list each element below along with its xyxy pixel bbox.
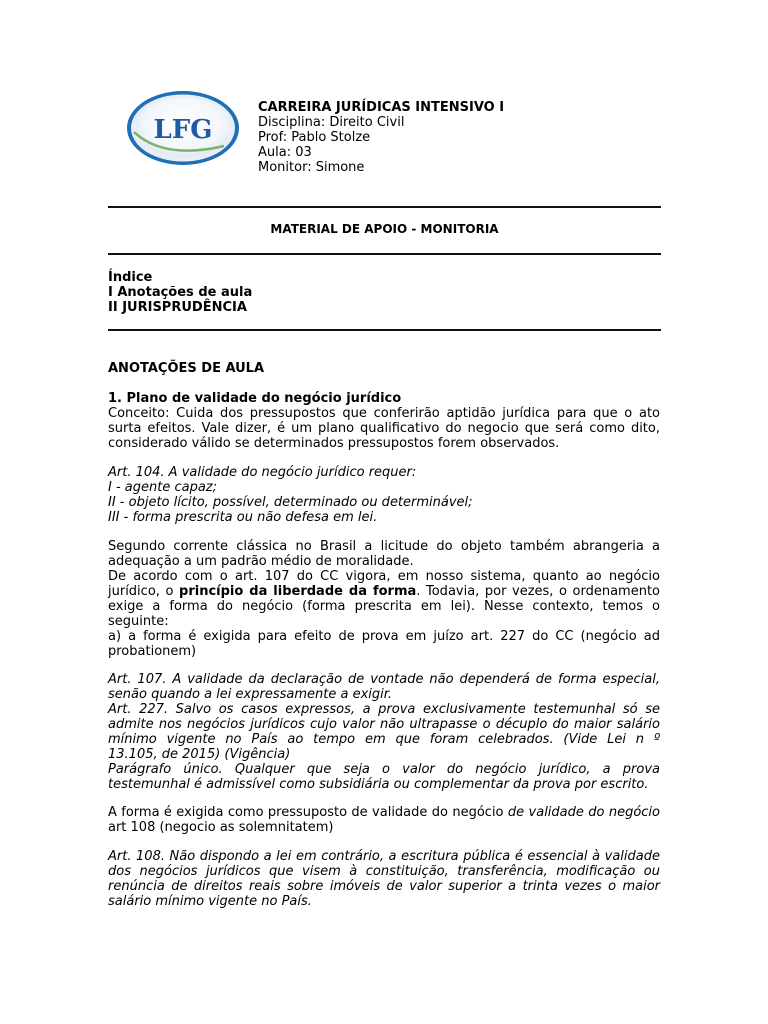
text-line: renúncia de direitos reais sobre imóveis de valor superior a trinta vezes o maior: [108, 879, 660, 894]
divider: [108, 329, 661, 331]
text-line: probationem): [108, 644, 197, 659]
paragraph-classical: [108, 539, 660, 659]
text-line: considerado válido se determinados pressupostos forem observados.: [108, 436, 560, 451]
course-title: CARREIRA JURÍDICAS INTENSIVO I: [258, 100, 505, 115]
text-line: art 108 (negocio as solemnitatem): [108, 820, 334, 835]
text-line: admite nos negócios jurídicos cujo valor não ultrapasse o décuplo do maior salário: [108, 717, 660, 732]
header-info: [258, 100, 658, 175]
text-line: senão quando a lei expressamente a exigir.: [108, 687, 393, 702]
section-heading: ANOTAÇÕES DE AULA: [108, 361, 265, 376]
text-line: salário mínimo vigente no País.: [108, 894, 312, 909]
text-line: Art. 108. Não dispondo a lei em contrário, a escritura pública é essencial à validade: [108, 849, 660, 864]
monitor: Monitor: Simone: [258, 160, 365, 175]
text-line: De acordo com o art. 107 do CC vigora, em nosso sistema, quanto ao negócio: [108, 569, 660, 584]
italic-text: de validade do negócio: [507, 805, 660, 820]
text-line: Art. 227. Salvo os casos expressos, a prova exclusivamente testemunhal só se: [108, 702, 660, 717]
text-span: A forma é exigida como pressuposto de validade do negócio: [108, 805, 508, 820]
logo-text: LFG: [153, 115, 213, 145]
text-line: seguinte:: [108, 614, 169, 629]
section-subheading: 1. Plano de validade do negócio jurídico: [108, 391, 402, 406]
concept-paragraph: [108, 406, 660, 451]
text-line: dos negócios jurídicos que visem à constituição, transferência, modificação ou: [108, 864, 660, 879]
text-line: Art. 104. A validade do negócio jurídico requer:: [108, 465, 417, 480]
text-span: . Todavia, por vezes, o ordenamento: [416, 584, 660, 599]
text-line: a) a forma é exigida para efeito de prova em juízo art. 227 do CC (negócio ad: [108, 629, 660, 644]
text-line: [108, 584, 660, 599]
index-item: I Anotações de aula: [108, 285, 253, 300]
divider: [108, 206, 661, 208]
divider: [108, 253, 661, 255]
text-span: jurídico, o: [108, 584, 180, 599]
lfg-logo: [124, 88, 242, 168]
text-line: 13.105, de 2015) (Vigência): [108, 747, 291, 762]
art-104-quote: [108, 465, 660, 525]
index-item: II JURISPRUDÊNCIA: [108, 300, 247, 315]
text-line: II - objeto lícito, possível, determinado ou determinável;: [108, 495, 473, 510]
text-line: [108, 805, 660, 820]
text-line: Conceito: Cuida dos pressupostos que conferirão aptidão jurídica para que o ato: [108, 406, 660, 421]
text-line: III - forma prescrita ou não defesa em lei.: [108, 510, 378, 525]
discipline: Disciplina: Direito Civil: [258, 115, 405, 130]
text-line: surta efeitos. Vale dizer, é um plano qualificativo do negocio que será como dito,: [108, 421, 660, 436]
text-line: adequação a um padrão médio de moralidade.: [108, 554, 414, 569]
paragraph-form: [108, 805, 660, 835]
text-line: exige a forma do negócio (forma prescrita em lei). Nesse contexto, temos o: [108, 599, 660, 614]
text-line: I - agente capaz;: [108, 480, 218, 495]
lesson: Aula: 03: [258, 145, 312, 160]
text-line: Art. 107. A validade da declaração de vontade não dependerá de forma especial,: [108, 672, 660, 687]
text-line: Parágrafo único. Qualquer que seja o valor do negócio jurídico, a prova: [108, 762, 660, 777]
text-line: mínimo vigente no País ao tempo em que foram celebrados. (Vide Lei n º: [108, 732, 660, 747]
bold-text: princípio da liberdade da forma: [179, 584, 417, 599]
text-line: Segundo corrente clássica no Brasil a licitude do objeto também abrangeria a: [108, 539, 660, 554]
text-line: testemunhal é admissível como subsidiária ou complementar da prova por escrito.: [108, 777, 649, 792]
index-heading: Índice: [108, 270, 153, 285]
art-107-227-quote: [108, 672, 660, 792]
document-title: MATERIAL DE APOIO - MONITORIA: [270, 222, 499, 236]
index: [108, 270, 660, 315]
professor: Prof: Pablo Stolze: [258, 130, 371, 145]
art-108-quote: [108, 849, 660, 909]
